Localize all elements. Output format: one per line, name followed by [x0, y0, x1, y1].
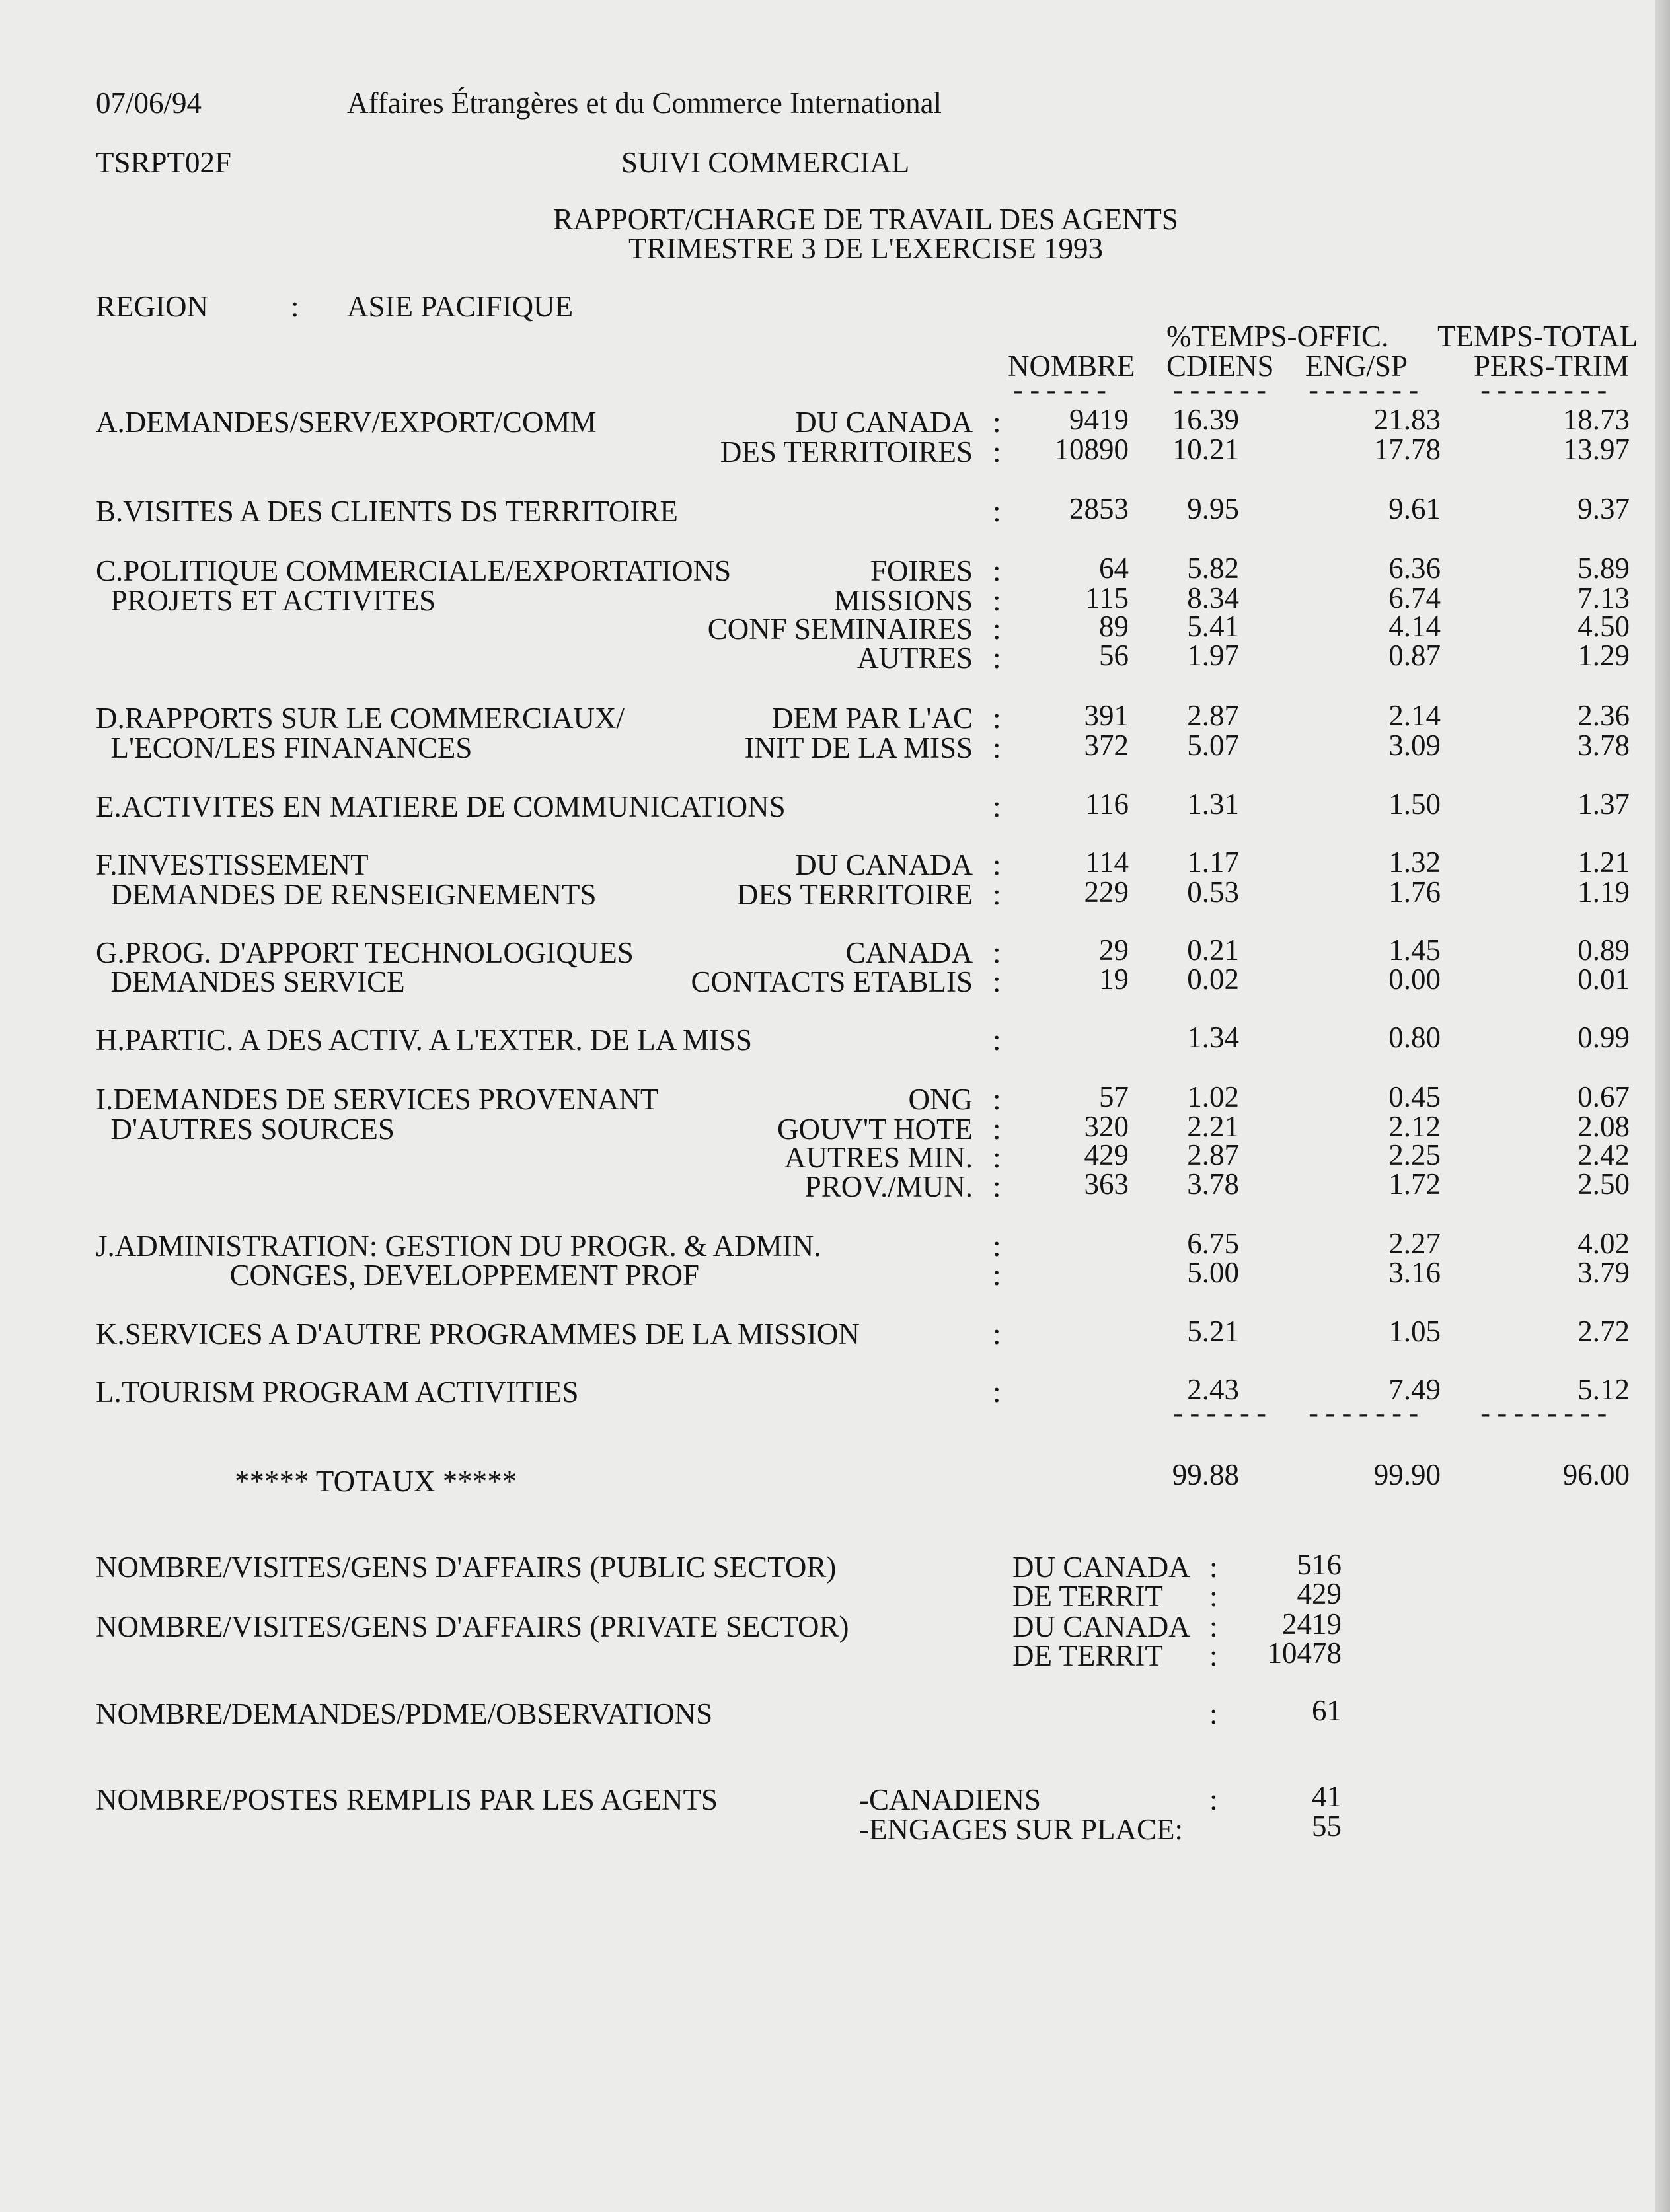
- region-value: ASIE PACIFIQUE: [347, 290, 574, 323]
- row-sublabel: ONG: [908, 1083, 973, 1116]
- visits-label: NOMBRE/VISITES/GENS D'AFFAIRS (PRIVATE SECTOR): [96, 1610, 849, 1643]
- visits-value: 10478: [1267, 1637, 1342, 1670]
- row-cdiens: 10.21: [1172, 433, 1239, 466]
- row-colon: :: [993, 1230, 1001, 1263]
- row-cdiens: 3.78: [1187, 1167, 1239, 1200]
- row-label: D'AUTRES SOURCES: [96, 1113, 395, 1146]
- row-cdiens: 8.34: [1187, 581, 1239, 614]
- row-engsp: 2.27: [1388, 1227, 1441, 1260]
- visits-sublabel: DU CANADA: [1012, 1551, 1190, 1584]
- row-cdiens: 0.21: [1187, 934, 1239, 967]
- row-sublabel: CONTACTS ETABLIS: [691, 965, 973, 998]
- postes-label: NOMBRE/POSTES REMPLIS PAR LES AGENTS: [96, 1783, 718, 1816]
- row-engsp: 0.00: [1388, 963, 1441, 996]
- row-label: A.DEMANDES/SERV/EXPORT/COMM: [96, 406, 597, 439]
- row-label: PROJETS ET ACTIVITES: [96, 584, 436, 617]
- row-label: E.ACTIVITES EN MATIERE DE COMMUNICATIONS: [96, 790, 786, 823]
- col-underline-cdiens: ------: [1170, 377, 1270, 408]
- row-cdiens: 5.21: [1187, 1315, 1239, 1348]
- row-perstrim: 2.72: [1577, 1315, 1630, 1348]
- system-name: SUIVI COMMERCIAL: [621, 146, 910, 179]
- totals-perstrim: 96.00: [1562, 1458, 1630, 1491]
- row-colon: :: [993, 642, 1001, 675]
- col-header-cdiens: CDIENS: [1166, 350, 1274, 383]
- col-header-temps-total: TEMPS-TOTAL: [1437, 320, 1638, 353]
- row-label: D.RAPPORTS SUR LE COMMERCIAUX/: [96, 702, 625, 735]
- region-label: REGION: [96, 290, 208, 323]
- row-perstrim: 3.79: [1577, 1256, 1630, 1289]
- visits-colon: :: [1209, 1639, 1218, 1672]
- row-colon: :: [993, 495, 1001, 528]
- row-colon: :: [993, 1317, 1001, 1350]
- ministry-name: Affaires Étrangères et du Commerce International: [347, 87, 942, 120]
- row-colon: :: [993, 435, 1001, 468]
- totals-cdiens: 99.88: [1172, 1458, 1239, 1491]
- row-engsp: 2.12: [1388, 1110, 1441, 1143]
- row-colon: :: [993, 554, 1001, 587]
- row-perstrim: 1.21: [1577, 846, 1630, 879]
- visits-colon: :: [1209, 1580, 1218, 1613]
- row-nombre: 114: [1085, 846, 1129, 879]
- postes-engages-value: 55: [1312, 1810, 1342, 1843]
- totals-engsp: 99.90: [1373, 1458, 1441, 1491]
- row-engsp: 9.61: [1388, 492, 1441, 525]
- row-cdiens: 1.97: [1187, 639, 1239, 672]
- row-colon: :: [993, 1023, 1001, 1056]
- row-sublabel: AUTRES MIN.: [784, 1141, 973, 1174]
- row-colon: :: [993, 1170, 1001, 1203]
- row-colon: :: [993, 406, 1001, 439]
- row-cdiens: 1.17: [1187, 846, 1239, 879]
- row-sublabel: FOIRES: [870, 554, 973, 587]
- row-perstrim: 0.89: [1577, 934, 1630, 967]
- row-engsp: 0.45: [1388, 1080, 1441, 1113]
- row-colon: :: [993, 790, 1001, 823]
- row-sublabel: AUTRES: [856, 642, 973, 675]
- totals-underline-engsp: -------: [1305, 1399, 1422, 1431]
- row-colon: :: [993, 1113, 1001, 1146]
- row-perstrim: 1.37: [1577, 788, 1630, 821]
- row-sublabel: DES TERRITOIRES: [720, 435, 973, 468]
- row-label: B.VISITES A DES CLIENTS DS TERRITOIRE: [96, 495, 678, 528]
- pdme-colon: :: [1209, 1697, 1218, 1730]
- row-cdiens: 2.87: [1187, 1138, 1239, 1171]
- row-engsp: 4.14: [1388, 610, 1441, 643]
- row-engsp: 1.72: [1388, 1167, 1441, 1200]
- row-colon: :: [993, 965, 1001, 998]
- row-sublabel: DU CANADA: [795, 406, 973, 439]
- row-colon: :: [993, 878, 1001, 911]
- col-header-pct-offic: %TEMPS-OFFIC.: [1166, 320, 1389, 353]
- row-nombre: 320: [1084, 1110, 1129, 1143]
- row-cdiens: 9.95: [1187, 492, 1239, 525]
- row-perstrim: 0.67: [1577, 1080, 1630, 1113]
- totals-underline-perstrim: --------: [1477, 1399, 1611, 1431]
- row-cdiens: 2.87: [1187, 699, 1239, 732]
- row-cdiens: 0.02: [1187, 963, 1239, 996]
- visits-label: NOMBRE/VISITES/GENS D'AFFAIRS (PUBLIC SECTOR): [96, 1551, 837, 1584]
- report-date: 07/06/94: [96, 87, 202, 120]
- visits-colon: :: [1209, 1551, 1218, 1584]
- row-sublabel: DES TERRITOIRE: [736, 878, 973, 911]
- row-perstrim: 0.01: [1577, 963, 1630, 996]
- row-cdiens: 16.39: [1172, 403, 1239, 436]
- row-label: DEMANDES SERVICE: [96, 965, 405, 998]
- row-engsp: 1.45: [1388, 934, 1441, 967]
- row-cdiens: 5.07: [1187, 729, 1239, 762]
- row-nombre: 391: [1084, 699, 1129, 732]
- row-engsp: 1.50: [1388, 788, 1441, 821]
- report-code: TSRPT02F: [96, 146, 232, 179]
- row-engsp: 6.36: [1388, 552, 1441, 585]
- report-title: RAPPORT/CHARGE DE TRAVAIL DES AGENTS: [553, 203, 1178, 236]
- row-engsp: 3.09: [1388, 729, 1441, 762]
- visits-value: 516: [1297, 1548, 1342, 1581]
- col-underline-perstrim: --------: [1477, 377, 1611, 408]
- row-perstrim: 2.42: [1577, 1138, 1630, 1171]
- row-engsp: 1.76: [1388, 875, 1441, 908]
- row-perstrim: 13.97: [1562, 433, 1630, 466]
- row-label: G.PROG. D'APPORT TECHNOLOGIQUES: [96, 936, 634, 969]
- row-cdiens: 6.75: [1187, 1227, 1239, 1260]
- row-cdiens: 0.53: [1187, 875, 1239, 908]
- visits-colon: :: [1209, 1610, 1218, 1643]
- col-header-engsp: ENG/SP: [1305, 350, 1408, 383]
- row-engsp: 7.49: [1388, 1373, 1441, 1406]
- row-cdiens: 5.00: [1187, 1256, 1239, 1289]
- row-sublabel: MISSIONS: [833, 584, 973, 617]
- row-perstrim: 5.89: [1577, 552, 1630, 585]
- row-perstrim: 1.29: [1577, 639, 1630, 672]
- row-engsp: 3.16: [1388, 1256, 1441, 1289]
- pdme-label: NOMBRE/DEMANDES/PDME/OBSERVATIONS: [96, 1697, 713, 1730]
- row-label: C.POLITIQUE COMMERCIALE/EXPORTATIONS: [96, 554, 732, 587]
- row-nombre: 57: [1099, 1080, 1129, 1113]
- row-nombre: 64: [1099, 552, 1129, 585]
- row-nombre: 10890: [1054, 433, 1129, 466]
- row-engsp: 21.83: [1373, 403, 1441, 436]
- visits-value: 2419: [1282, 1607, 1342, 1641]
- row-sublabel: INIT DE LA MISS: [744, 731, 973, 764]
- col-underline-engsp: -------: [1305, 377, 1422, 408]
- row-engsp: 0.87: [1388, 639, 1441, 672]
- row-perstrim: 5.12: [1577, 1373, 1630, 1406]
- row-nombre: 116: [1085, 788, 1129, 821]
- row-cdiens: 5.82: [1187, 552, 1239, 585]
- row-perstrim: 3.78: [1577, 729, 1630, 762]
- row-nombre: 2853: [1069, 492, 1129, 525]
- row-colon: :: [993, 584, 1001, 617]
- col-header-nombre: NOMBRE: [1008, 350, 1135, 383]
- row-perstrim: 2.50: [1577, 1167, 1630, 1200]
- row-perstrim: 7.13: [1577, 581, 1630, 614]
- col-underline-nombre: ------: [1010, 377, 1110, 408]
- row-engsp: 1.05: [1388, 1315, 1441, 1348]
- visits-sublabel: DU CANADA: [1012, 1610, 1190, 1643]
- visits-value: 429: [1297, 1577, 1342, 1610]
- scan-edge: [1655, 0, 1670, 2212]
- row-nombre: 363: [1084, 1167, 1129, 1200]
- postes-canadiens-colon: :: [1209, 1783, 1218, 1816]
- region-colon: :: [291, 290, 299, 323]
- row-cdiens: 1.31: [1187, 788, 1239, 821]
- row-colon: :: [993, 1141, 1001, 1174]
- row-nombre: 29: [1099, 934, 1129, 967]
- row-cdiens: 5.41: [1187, 610, 1239, 643]
- row-sublabel: CANADA: [845, 936, 973, 969]
- row-label: K.SERVICES A D'AUTRE PROGRAMMES DE LA MISSION: [96, 1317, 860, 1350]
- pdme-value: 61: [1312, 1694, 1342, 1727]
- row-label: DEMANDES DE RENSEIGNEMENTS: [96, 878, 597, 911]
- row-colon: :: [993, 702, 1001, 735]
- row-nombre: 372: [1084, 729, 1129, 762]
- row-nombre: 115: [1085, 581, 1129, 614]
- report-period: TRIMESTRE 3 DE L'EXERCISE 1993: [628, 232, 1104, 265]
- row-engsp: 2.25: [1388, 1138, 1441, 1171]
- row-engsp: 1.32: [1388, 846, 1441, 879]
- row-perstrim: 0.99: [1577, 1021, 1630, 1054]
- row-cdiens: 1.34: [1187, 1021, 1239, 1054]
- postes-engages-label: -ENGAGES SUR PLACE:: [859, 1813, 1184, 1846]
- row-nombre: 89: [1099, 610, 1129, 643]
- row-cdiens: 1.02: [1187, 1080, 1239, 1113]
- row-engsp: 2.14: [1388, 699, 1441, 732]
- row-perstrim: 4.02: [1577, 1227, 1630, 1260]
- row-colon: :: [993, 1083, 1001, 1116]
- row-engsp: 6.74: [1388, 581, 1441, 614]
- row-colon: :: [993, 1376, 1001, 1409]
- row-label: L'ECON/LES FINANANCES: [96, 731, 473, 764]
- visits-sublabel: DE TERRIT: [1012, 1580, 1163, 1613]
- row-colon: :: [993, 1259, 1001, 1292]
- row-perstrim: 18.73: [1562, 403, 1630, 436]
- row-colon: :: [993, 848, 1001, 881]
- row-engsp: 17.78: [1373, 433, 1441, 466]
- row-sublabel: PROV./MUN.: [804, 1170, 973, 1203]
- row-colon: :: [993, 612, 1001, 645]
- totals-label: ***** TOTAUX *****: [235, 1465, 517, 1498]
- row-nombre: 19: [1099, 963, 1129, 996]
- row-nombre: 229: [1084, 875, 1129, 908]
- row-label: I.DEMANDES DE SERVICES PROVENANT: [96, 1083, 659, 1116]
- row-sublabel: DEM PAR L'AC: [771, 702, 973, 735]
- row-cdiens: 2.43: [1187, 1373, 1239, 1406]
- row-label: F.INVESTISSEMENT: [96, 848, 369, 881]
- row-nombre: 56: [1099, 639, 1129, 672]
- row-label: L.TOURISM PROGRAM ACTIVITIES: [96, 1376, 579, 1409]
- postes-canadiens-value: 41: [1312, 1780, 1342, 1813]
- row-label: J.ADMINISTRATION: GESTION DU PROGR. & ADMIN.: [96, 1230, 821, 1263]
- row-colon: :: [993, 936, 1001, 969]
- row-nombre: 429: [1084, 1138, 1129, 1171]
- row-label: CONGES, DEVELOPPEMENT PROF: [96, 1259, 700, 1292]
- postes-canadiens-label: -CANADIENS: [859, 1783, 1041, 1816]
- row-perstrim: 2.36: [1577, 699, 1630, 732]
- row-cdiens: 2.21: [1187, 1110, 1239, 1143]
- row-nombre: 9419: [1069, 403, 1129, 436]
- row-sublabel: DU CANADA: [795, 848, 973, 881]
- row-perstrim: 4.50: [1577, 610, 1630, 643]
- col-header-perstrim: PERS-TRIM: [1474, 350, 1630, 383]
- row-perstrim: 2.08: [1577, 1110, 1630, 1143]
- visits-sublabel: DE TERRIT: [1012, 1639, 1163, 1672]
- row-sublabel: CONF SEMINAIRES: [707, 612, 973, 645]
- row-perstrim: 9.37: [1577, 492, 1630, 525]
- row-label: H.PARTIC. A DES ACTIV. A L'EXTER. DE LA MISS: [96, 1023, 753, 1056]
- totals-underline-cdiens: ------: [1170, 1399, 1270, 1431]
- row-engsp: 0.80: [1388, 1021, 1441, 1054]
- row-perstrim: 1.19: [1577, 875, 1630, 908]
- row-sublabel: GOUV'T HOTE: [777, 1113, 973, 1146]
- row-colon: :: [993, 731, 1001, 764]
